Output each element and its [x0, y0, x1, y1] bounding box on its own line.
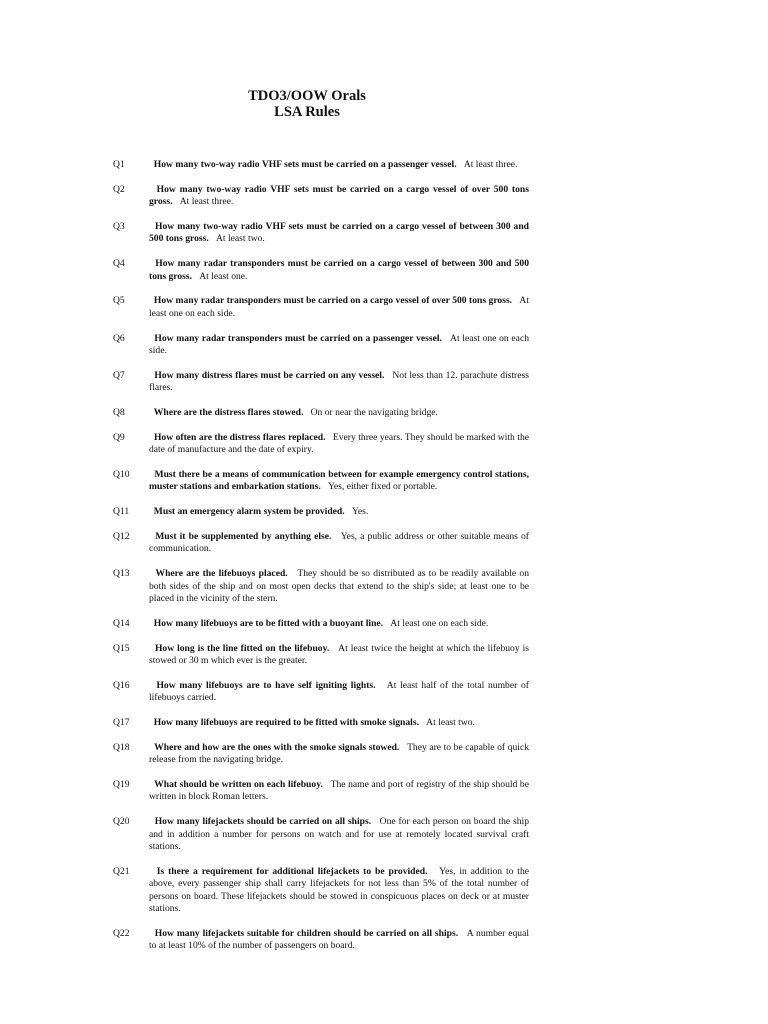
question-body: [149, 618, 529, 630]
question-body: [149, 469, 529, 494]
question-body: [149, 717, 529, 729]
answer-text: Yes, either fixed or portable.: [327, 481, 438, 493]
question-item: [113, 370, 529, 395]
question-text: How often are the distress flares replaced.: [153, 431, 326, 443]
question-text: How many lifebuoys are to have self igniting lights.: [156, 679, 376, 691]
question-item: [113, 432, 529, 457]
answer-text: The name and port of registry of the ship should be written in block Roman letters.: [149, 779, 529, 803]
answer-text: A number equal to at least 10% of the number of passengers on board.: [149, 927, 529, 952]
question-number: Q7: [113, 369, 125, 381]
question-text: How many two-way radio VHF sets must be carried on a passenger vessel.: [153, 159, 457, 170]
question-text: Must there be a means of communication between for example emergency control stations, muster stations and embarkation stations.: [149, 469, 529, 493]
answer-text: At least one on each side.: [149, 295, 529, 319]
question-item: [113, 258, 529, 283]
question-item: [113, 295, 529, 320]
question-body: [149, 816, 529, 853]
question-number: Q13: [113, 568, 130, 580]
question-text: How many lifejackets suitable for children should be carried on all ships.: [154, 927, 459, 939]
question-number: Q22: [113, 927, 130, 939]
question-number: Q20: [113, 816, 130, 828]
question-number: Q1: [113, 159, 125, 170]
question-number: Q10: [113, 469, 130, 481]
question-item: [113, 159, 529, 171]
question-item: [113, 742, 529, 767]
answer-text: They should be so distributed as to be readily available on both sides of the ship and on most open decks that extend to the ship's side; at least one to be placed in the vicinity of the stern.: [149, 568, 529, 605]
question-item: [113, 618, 529, 630]
question-item: [113, 643, 529, 668]
question-item: [113, 816, 529, 853]
answer-text: On or near the navigating bridge.: [310, 407, 438, 419]
question-text: How many lifejackets should be carried on all ships.: [154, 816, 372, 828]
answer-text: At least one.: [199, 270, 248, 282]
answer-text: Yes, in addition to the above, every passenger ship shall carry lifejackets for not less than 5% of the total number of persons on board. These lifejackets should be stowed in conspicuous places on deck or at muster stations.: [149, 865, 530, 915]
question-text: How many radar transponders must be carried on a passenger vessel.: [154, 332, 442, 344]
document-title: TDO3/OOW Orals: [248, 88, 366, 104]
question-body: [149, 407, 529, 419]
question-number: Q3: [113, 221, 125, 232]
question-number: Q12: [113, 531, 130, 543]
question-body: [149, 928, 529, 953]
question-number: Q6: [113, 332, 125, 344]
answer-text: At least one on each side.: [390, 617, 489, 629]
question-number: Q16: [113, 679, 130, 691]
question-body: [149, 866, 529, 916]
question-text: How many radar transponders must be carried on a cargo vessel of between 300 and 500 tons gross.: [149, 258, 529, 282]
answer-text: At least three.: [463, 159, 518, 170]
answer-text: Yes.: [351, 506, 369, 518]
question-number: Q15: [113, 642, 130, 654]
question-text: How many two-way radio VHF sets must be carried on a cargo vessel of between 300 and 500 tons gross.: [149, 221, 530, 245]
question-body: [149, 221, 529, 246]
answer-text: At least one on each side.: [149, 332, 529, 357]
question-number: Q21: [113, 865, 130, 877]
question-item: [113, 506, 529, 518]
question-body: [149, 432, 529, 457]
question-item: [113, 184, 529, 209]
question-body: [149, 531, 529, 556]
question-item: [113, 333, 529, 358]
question-body: [149, 295, 529, 320]
question-item: [113, 680, 529, 705]
question-number: Q2: [113, 183, 125, 195]
question-number: Q11: [113, 506, 130, 518]
answer-text: At least three.: [179, 196, 234, 208]
question-text: How many lifebuoys are required to be fitted with smoke signals.: [153, 717, 419, 729]
title-block: [0, 88, 614, 120]
question-number: Q19: [113, 779, 130, 791]
question-item: [113, 568, 529, 605]
question-text: Where and how are the ones with the smoke signals stowed.: [154, 741, 400, 753]
answer-text: Every three years. They should be marked with the date of manufacture and the date of expiry.: [149, 431, 529, 456]
question-text: What should be written on each lifebuoy.: [154, 779, 323, 791]
question-number: Q9: [113, 431, 125, 443]
question-item: [113, 531, 529, 556]
question-number: Q18: [113, 741, 130, 753]
question-body: [149, 258, 529, 283]
question-text: How long is the line fitted on the lifebuoy.: [154, 642, 330, 654]
question-item: [113, 866, 529, 916]
question-body: [149, 568, 529, 605]
question-body: [149, 643, 529, 668]
answer-text: At least twice the height at which the lifebuoy is stowed or 30 m which ever is the greater.: [149, 642, 529, 667]
question-item: [113, 779, 529, 804]
question-text: Must an emergency alarm system be provided.: [153, 506, 345, 518]
answer-text: Yes, a public address or other suitable means of communication.: [149, 531, 529, 555]
answer-text: Not less than 12. parachute distress flares.: [149, 369, 529, 394]
question-number: Q4: [113, 258, 125, 270]
question-text: Where are the distress flares stowed.: [153, 407, 304, 419]
question-item: [113, 469, 529, 494]
question-text: How many two-way radio VHF sets must be carried on a cargo vessel of over 500 tons gross.: [149, 183, 529, 208]
question-number: Q14: [113, 617, 130, 629]
question-text: Is there a requirement for additional lifejackets to be provided.: [156, 865, 428, 877]
question-body: [149, 159, 529, 171]
answer-text: They are to be capable of quick release from the navigating bridge.: [149, 741, 530, 766]
question-item: [113, 407, 529, 419]
question-list: [113, 159, 529, 965]
answer-text: At least half of the total number of lifebuoys carried.: [149, 679, 529, 704]
question-text: Where are the lifebuoys placed.: [155, 568, 288, 580]
question-number: Q5: [113, 295, 125, 307]
question-text: How many radar transponders must be carried on a cargo vessel of over 500 tons gross.: [153, 295, 513, 307]
question-body: [149, 680, 529, 705]
answer-text: At least two.: [426, 717, 475, 729]
answer-text: At least two.: [216, 233, 265, 245]
question-item: [113, 221, 529, 246]
question-text: How many distress flares must be carried on any vessel.: [154, 369, 385, 381]
question-body: [149, 779, 529, 804]
question-number: Q17: [113, 717, 130, 729]
answer-text: One for each person on board the ship and in addition a number for persons on watch and for use at remotely located survival craft stations.: [149, 816, 530, 853]
document-subtitle: LSA Rules: [274, 104, 340, 120]
question-body: [149, 184, 529, 209]
question-body: [149, 506, 529, 518]
question-number: Q8: [113, 407, 125, 419]
question-text: How many lifebuoys are to be fitted with a buoyant line.: [153, 617, 384, 629]
question-text: Must it be supplemented by anything else.: [155, 531, 332, 543]
question-body: [149, 333, 529, 358]
question-item: [113, 928, 529, 953]
question-item: [113, 717, 529, 729]
question-body: [149, 370, 529, 395]
question-body: [149, 742, 529, 767]
